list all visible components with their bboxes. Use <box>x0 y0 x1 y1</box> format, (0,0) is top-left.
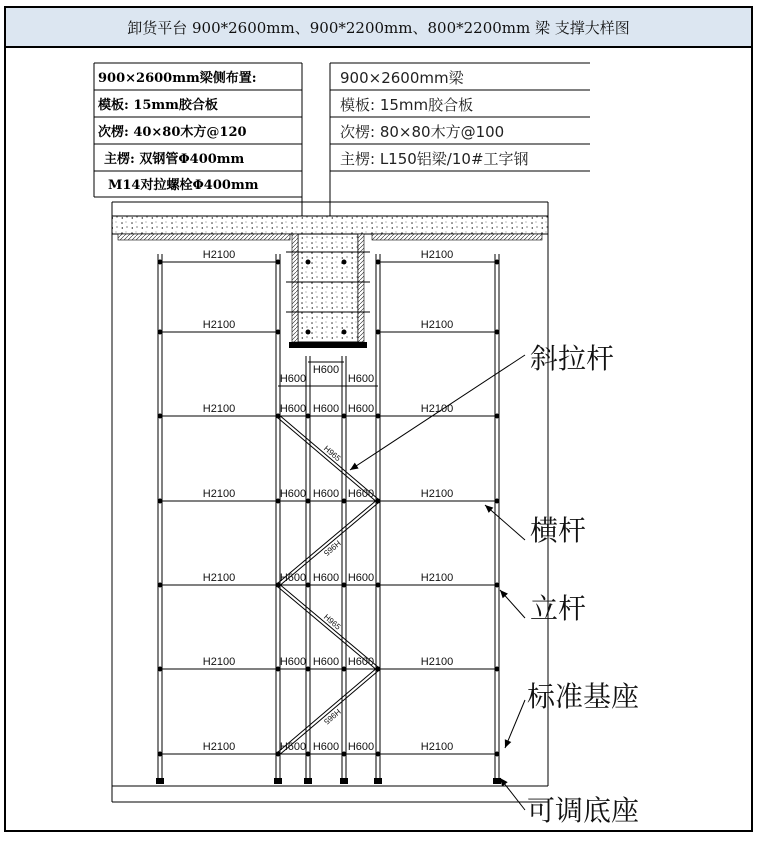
callout-diagonal-brace: 斜拉杆 <box>530 342 615 375</box>
right-spec-line-3: 次楞: 80×80木方@100 <box>340 123 505 141</box>
left-spec-line-2: 模板: 15mm胶合板 <box>98 98 218 113</box>
brace-label: H965 <box>322 706 343 727</box>
left-spec-table <box>94 63 302 225</box>
dim-h600: H600 <box>347 741 375 753</box>
node <box>495 330 500 335</box>
node <box>495 583 500 588</box>
base-plate <box>274 778 282 784</box>
dim-h600: H600 <box>312 572 340 584</box>
base-plate <box>374 778 382 784</box>
right-spec-table <box>330 63 590 225</box>
base-plate <box>156 778 164 784</box>
dim-h2100-left: H2100 <box>202 319 236 331</box>
node <box>495 752 500 757</box>
dim-h600: H600 <box>279 656 307 668</box>
dim-h600: H600 <box>312 741 340 753</box>
callout-adjustable-base: 可调底座 <box>527 794 640 827</box>
dim-h600: H600 <box>279 572 307 584</box>
node <box>158 499 163 504</box>
dim-h600: H600 <box>347 373 375 385</box>
dim-h2100-left: H2100 <box>202 572 236 584</box>
dim-h600: H600 <box>279 741 307 753</box>
dim-h600: H600 <box>279 403 307 415</box>
dim-h600: H600 <box>347 488 375 500</box>
node <box>306 330 311 335</box>
leader-arrow <box>500 778 508 786</box>
node <box>158 667 163 672</box>
dim-h600: H600 <box>312 656 340 668</box>
concrete-beam <box>286 234 370 348</box>
right-spec-line-1: 900×2600mm梁 <box>340 69 464 87</box>
dim-h2100-left: H2100 <box>202 488 236 500</box>
dim-h2100-left: H2100 <box>202 249 236 261</box>
brace-label: H965 <box>321 612 343 632</box>
dim-h600: H600 <box>347 572 375 584</box>
base-plate <box>493 778 501 784</box>
dim-h600: H600 <box>279 488 307 500</box>
node <box>376 330 381 335</box>
left-spec-line-4: 主楞: 双钢管Φ400mm <box>104 152 245 167</box>
brace-tube <box>278 583 378 667</box>
right-spec-line-2: 模板: 15mm胶合板 <box>340 96 474 114</box>
base-plate <box>340 778 348 784</box>
node <box>495 260 500 265</box>
node <box>306 260 311 265</box>
brace-tube <box>278 667 378 752</box>
node <box>276 260 281 265</box>
dim-h2100-right: H2100 <box>420 249 454 261</box>
dim-h2100-right: H2100 <box>420 319 454 331</box>
brace-tube <box>278 499 378 583</box>
node <box>495 499 500 504</box>
left-spec-line-1: 900×2600mm梁侧布置: <box>98 71 257 86</box>
dim-h600: H600 <box>279 373 307 385</box>
dim-h2100-right: H2100 <box>420 656 454 668</box>
brace-label: H965 <box>322 443 343 464</box>
callout-ledger: 横杆 <box>530 514 587 547</box>
node <box>158 414 163 419</box>
dim-h2100-right: H2100 <box>420 403 454 415</box>
callout-standard: 立杆 <box>530 592 587 625</box>
node <box>376 260 381 265</box>
dim-h600: H600 <box>312 488 340 500</box>
dim-h2100-left: H2100 <box>202 403 236 415</box>
node <box>495 667 500 672</box>
left-spec-line-3: 次楞: 40×80木方@120 <box>98 125 247 140</box>
node <box>158 330 163 335</box>
brace-tube <box>278 414 378 499</box>
right-spec-line-4: 主楞: L150铝梁/10#工字钢 <box>340 150 529 168</box>
leader-arrow <box>350 463 359 470</box>
dim-h2100-left: H2100 <box>202 656 236 668</box>
dim-h600: H600 <box>312 364 340 376</box>
dim-h2100-right: H2100 <box>420 741 454 753</box>
node <box>276 330 281 335</box>
dim-h2100-right: H2100 <box>420 572 454 584</box>
brace-label: H965 <box>321 538 343 558</box>
left-spec-line-5: M14对拉螺栓Φ400mm <box>108 178 259 193</box>
node <box>495 414 500 419</box>
dim-h2100-left: H2100 <box>202 741 236 753</box>
dim-h600: H600 <box>312 403 340 415</box>
node <box>158 260 163 265</box>
base-plate <box>304 778 312 784</box>
node <box>342 330 347 335</box>
dim-h2100-right: H2100 <box>420 488 454 500</box>
node <box>158 583 163 588</box>
dim-h600: H600 <box>347 656 375 668</box>
dim-h600: H600 <box>347 403 375 415</box>
node <box>342 260 347 265</box>
callout-standard-base: 标准基座 <box>527 680 640 713</box>
diagram-title: 卸货平台 900*2600mm、900*2200mm、800*2200mm 梁 支撑大样图 <box>127 18 630 37</box>
node <box>158 752 163 757</box>
